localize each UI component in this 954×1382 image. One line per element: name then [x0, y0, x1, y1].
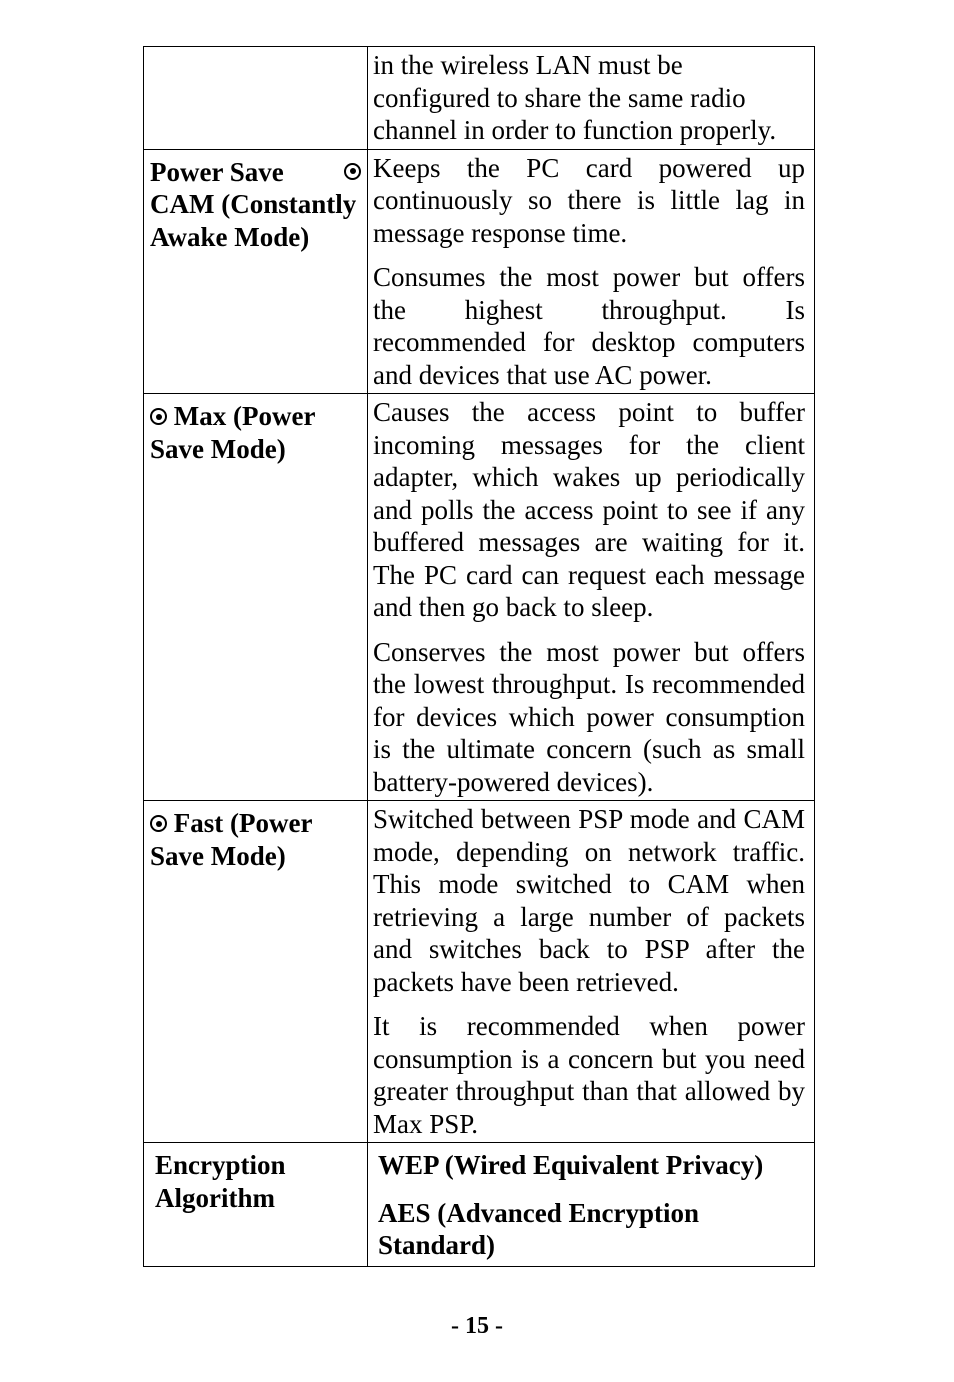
- radio-selected-icon: [150, 408, 167, 425]
- table-row: [144, 801, 815, 1143]
- encryption-options: [368, 1143, 815, 1267]
- cam-mode-label: CAM (Constantly Awake Mode): [150, 189, 357, 252]
- settings-table: [143, 46, 815, 1267]
- encryption-option-wep: WEP (Wired Equivalent Privacy): [378, 1150, 764, 1180]
- description-paragraph: Conserves the most power but offers the lowest throughput. Is recommended for devices which power consumption is the ultimate concern (such as small battery-powered devices).: [373, 636, 805, 797]
- fast-psp-label: Fast (Power Save Mode): [150, 808, 312, 871]
- table-row: [144, 47, 815, 150]
- row-label-max-psp: [144, 394, 368, 801]
- row-label-encryption: Encryption Algorithm: [144, 1143, 368, 1267]
- radio-selected-icon: [150, 815, 167, 832]
- description-paragraph: Switched between PSP mode and CAM mode, depending on network traffic. This mode switched to CAM when retrieving a large number of packets and switches back to PSP after the packets have been retrieved.: [373, 804, 805, 997]
- max-psp-label: Max (Power Save Mode): [150, 401, 315, 464]
- row-label-power-save: [144, 149, 368, 394]
- table-row: [144, 149, 815, 394]
- description-paragraph: Keeps the PC card powered up continuously so there is little lag in message response time.: [373, 152, 805, 248]
- row-label-empty: [144, 47, 368, 150]
- power-save-label: Power Save: [150, 156, 284, 187]
- label-first-line: [150, 156, 361, 189]
- row-description: [368, 47, 815, 150]
- row-description: [368, 801, 815, 1143]
- table-row: [144, 1143, 815, 1267]
- description-paragraph: Causes the access point to buffer incoming messages for the client adapter, which wakes up periodically and polls the access point to see if any buffered messages are waiting for it. The PC card can request each message and then go back to sleep.: [373, 397, 805, 622]
- description-paragraph: It is recommended when power consumption is a concern but you need greater throughput than that allowed by Max PSP.: [373, 1011, 805, 1139]
- row-description: [368, 149, 815, 394]
- description-paragraph: Consumes the most power but offers the highest throughput. Is recommended for desktop computers and devices that use AC power.: [373, 262, 805, 390]
- radio-selected-icon: [344, 163, 361, 180]
- row-description: [368, 394, 815, 801]
- page-number: - 15 -: [451, 1313, 503, 1339]
- encryption-option-aes: AES (Advanced Encryption Standard): [378, 1197, 700, 1260]
- row-label-fast-psp: [144, 801, 368, 1143]
- table-row: [144, 394, 815, 801]
- description-paragraph: in the wireless LAN must be configured to share the same radio channel in order to function properly.: [373, 50, 777, 145]
